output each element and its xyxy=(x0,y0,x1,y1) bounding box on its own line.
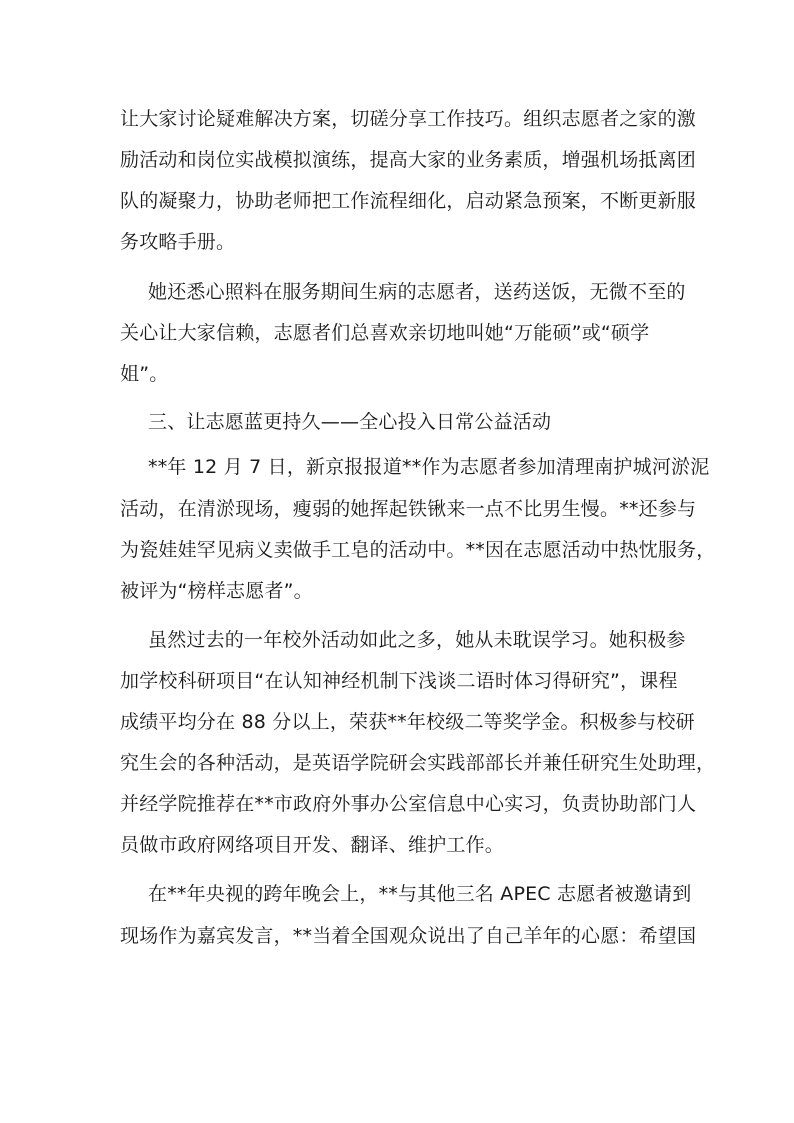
section-heading: 三、让志愿蓝更持久——全心投入日常公益活动 xyxy=(148,411,552,433)
text-line: 励活动和岗位实战模拟演练，提高大家的业务素质，增强机场抵离团 xyxy=(120,149,697,171)
text-line: 队的凝聚力，协助老师把工作流程细化，启动紧急预案，不断更新服 xyxy=(120,190,697,212)
text-line: 现场作为嘉宾发言，**当着全国观众说出了自己羊年的心愿：希望国 xyxy=(120,925,697,947)
text-line: 成绩平均分在 88 分以上，荣获**年校级二等奖学金。积极参与校研 xyxy=(120,711,695,733)
text-line: 加学校科研项目“在认知神经机制下浅谈二语时体习得研究”，课程 xyxy=(120,670,678,692)
text-line: 让大家讨论疑难解决方案，切磋分享工作技巧。组织志愿者之家的激 xyxy=(120,108,697,130)
text-line: 为瓷娃娃罕见病义卖做手工皂的活动中。**因在志愿活动中热忱服务， xyxy=(120,539,716,561)
text-line: 究生会的各种活动，是英语学院研会实践部部长并兼任研究生处助理， xyxy=(120,752,716,774)
text-line: 并经学院推荐在**市政府外事办公室信息中心实习，负责协助部门人 xyxy=(120,793,697,815)
text-line: **年 12 月 7 日，新京报报道**作为志愿者参加清理南护城河淤泥 xyxy=(148,456,710,478)
text-line: 被评为“榜样志愿者”。 xyxy=(120,580,313,602)
text-line: 虽然过去的一年校外活动如此之多，她从未耽误学习。她积极参 xyxy=(148,629,686,651)
text-line: 她还悉心照料在服务期间生病的志愿者，送药送饭，无微不至的 xyxy=(148,281,686,303)
text-line: 姐”。 xyxy=(120,363,169,385)
text-line: 关心让大家信赖，志愿者们总喜欢亲切地叫她“万能硕”或“硕学 xyxy=(120,322,650,344)
text-line: 员做市政府网络项目开发、翻译、维护工作。 xyxy=(120,834,505,856)
text-line: 务攻略手册。 xyxy=(120,231,236,253)
text-line: 在**年央视的跨年晚会上，**与其他三名 APEC 志愿者被邀请到 xyxy=(148,883,692,905)
text-line: 活动，在清淤现场，瘦弱的她挥起铁锹来一点不比男生慢。**还参与 xyxy=(120,498,697,520)
